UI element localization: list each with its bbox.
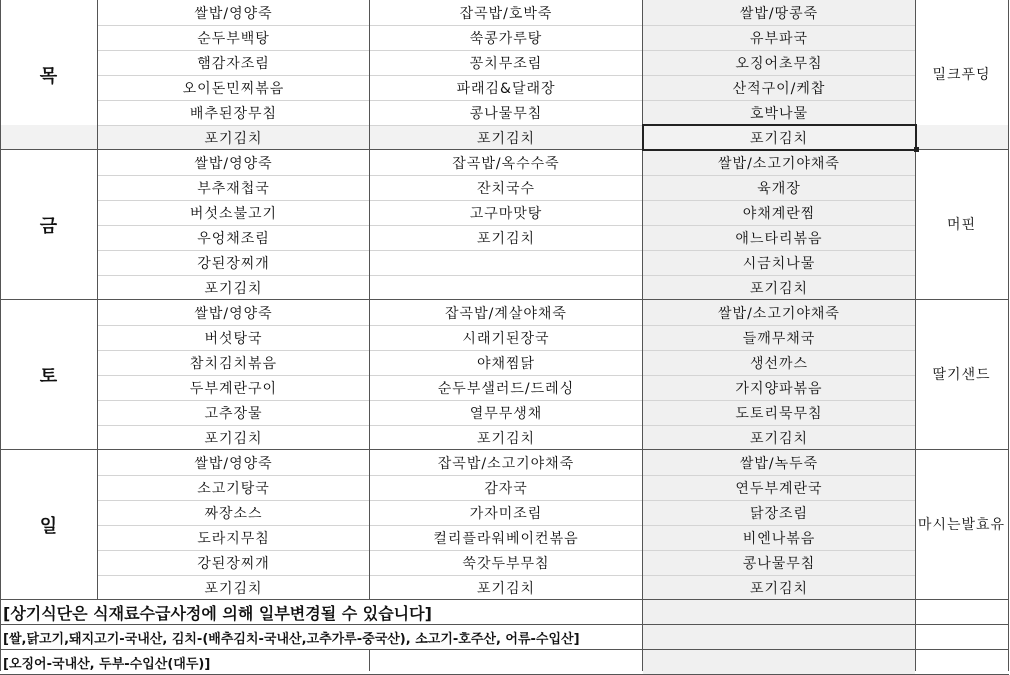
row-divider — [98, 475, 915, 476]
col-line — [0, 0, 1, 671]
col-line — [97, 0, 98, 600]
menu-cell[interactable]: 쌀밥/영양죽 — [194, 455, 273, 472]
menu-cell[interactable]: 포기김치 — [476, 580, 536, 597]
menu-cell[interactable]: 소고기탕국 — [197, 480, 270, 497]
row-divider — [98, 375, 915, 376]
menu-cell[interactable]: 포기김치 — [749, 430, 809, 447]
row-divider — [98, 200, 915, 201]
menu-cell[interactable]: 쌀밥/영양죽 — [194, 305, 273, 322]
menu-cell[interactable]: 순두부샐러드/드레싱 — [437, 380, 575, 397]
row-divider — [98, 175, 915, 176]
menu-cell[interactable]: 도토리묵무침 — [735, 405, 823, 422]
snack-cell: 마시는발효유 — [917, 516, 1006, 533]
menu-cell[interactable]: 호박나물 — [749, 105, 809, 122]
menu-cell[interactable]: 버섯탕국 — [204, 330, 263, 347]
row-divider — [98, 500, 915, 501]
fill-handle[interactable] — [914, 147, 919, 152]
notice-line-1: [쌀,닭고기,돼지고기-국내산, 김치-(배추김치-국내산,고추가루-중국산), 소고기-호주산, 어류-수입산] — [3, 632, 580, 647]
row-divider — [98, 100, 915, 101]
menu-cell[interactable]: 버섯소불고기 — [189, 205, 278, 222]
menu-cell[interactable]: 유부파국 — [749, 30, 809, 47]
menu-cell[interactable]: 고추장물 — [204, 405, 263, 422]
menu-cell[interactable]: 쑥콩가루탕 — [469, 30, 543, 47]
menu-cell[interactable]: 쌀밥/영양죽 — [194, 5, 273, 22]
menu-cell[interactable]: 콩나물무침 — [469, 105, 543, 122]
menu-cell[interactable]: 잡곡밥/계살야채죽 — [445, 305, 567, 322]
menu-cell[interactable]: 야채찜닭 — [476, 355, 536, 372]
menu-cell[interactable]: 두부계란구이 — [189, 380, 278, 397]
row-divider — [98, 325, 915, 326]
menu-cell[interactable]: 우엉채조림 — [197, 230, 270, 247]
menu-cell[interactable]: 쌀밥/녹두죽 — [739, 455, 819, 472]
menu-cell[interactable]: 오징어초무침 — [735, 55, 823, 72]
menu-cell[interactable]: 강된장찌개 — [197, 555, 270, 572]
row-divider — [98, 425, 915, 426]
note-shaded-cell — [643, 600, 915, 625]
col-line — [915, 0, 916, 671]
note-shaded-cell — [643, 650, 915, 675]
menu-cell[interactable] — [370, 275, 642, 300]
menu-cell[interactable]: 연두부계란국 — [735, 480, 823, 497]
menu-cell[interactable]: 잡곡밥/옥수수죽 — [452, 155, 560, 172]
menu-cell[interactable]: 가자미조림 — [469, 505, 543, 522]
menu-cell[interactable]: 육개장 — [757, 180, 801, 197]
row-divider — [98, 400, 915, 401]
menu-cell[interactable]: 잡곡밥/소고기야채죽 — [437, 455, 575, 472]
menu-cell[interactable]: 포기김치 — [749, 580, 809, 597]
menu-cell[interactable]: 포기김치 — [749, 130, 809, 147]
row-divider — [98, 525, 915, 526]
col-line — [1008, 0, 1009, 671]
menu-cell[interactable]: 가지양파볶음 — [735, 380, 823, 397]
menu-cell[interactable]: 들깨무채국 — [742, 330, 816, 347]
day-label-2: 토 — [39, 366, 58, 387]
menu-cell[interactable]: 포기김치 — [204, 280, 263, 297]
menu-cell[interactable]: 오이돈민찌볶음 — [182, 80, 285, 97]
menu-cell[interactable]: 쌀밥/땅콩죽 — [739, 5, 819, 22]
menu-cell[interactable]: 감자국 — [484, 480, 528, 497]
row-divider — [98, 350, 915, 351]
menu-cell[interactable]: 강된장찌개 — [197, 255, 270, 272]
menu-cell[interactable] — [370, 250, 642, 275]
snack-cell: 머핀 — [946, 216, 977, 233]
row-divider — [98, 225, 915, 226]
menu-cell[interactable]: 잔치국수 — [476, 180, 536, 197]
menu-cell[interactable]: 포기김치 — [204, 580, 263, 597]
menu-cell[interactable]: 잡곡밥/호박죽 — [459, 5, 553, 22]
menu-cell[interactable]: 짜장소스 — [204, 505, 263, 522]
row-divider — [98, 575, 915, 576]
menu-cell[interactable]: 포기김치 — [476, 130, 536, 147]
menu-cell[interactable]: 쌀밥/영양죽 — [194, 155, 273, 172]
menu-cell[interactable]: 도라지무침 — [197, 530, 270, 547]
day-label-0: 목 — [39, 66, 58, 87]
menu-cell[interactable]: 열무무생채 — [469, 405, 543, 422]
menu-cell[interactable]: 파래김&달래장 — [456, 80, 556, 97]
menu-cell[interactable]: 비엔나볶음 — [742, 530, 816, 547]
row-divider — [98, 75, 915, 76]
day-label-1: 금 — [39, 216, 58, 237]
menu-cell[interactable]: 야채계란찜 — [742, 205, 816, 222]
menu-cell[interactable]: 닭장조림 — [749, 505, 809, 522]
menu-cell[interactable]: 포기김치 — [749, 280, 809, 297]
day-label-3: 일 — [39, 516, 58, 537]
menu-cell[interactable]: 애느타리볶음 — [735, 230, 823, 247]
menu-cell[interactable]: 시래기된장국 — [462, 330, 550, 347]
menu-cell[interactable]: 배추된장무침 — [189, 105, 278, 122]
menu-cell[interactable]: 생선까스 — [749, 355, 809, 372]
selected-cell-outline[interactable] — [642, 124, 917, 151]
col-line — [369, 650, 370, 671]
menu-cell[interactable]: 참치김치볶음 — [189, 355, 278, 372]
menu-cell[interactable]: 순두부백탕 — [197, 30, 270, 47]
menu-cell[interactable]: 포기김치 — [204, 430, 263, 447]
menu-cell[interactable]: 산적구이/케찹 — [732, 80, 826, 97]
notice-line-0: [상기식단은 식재료수급사정에 의해 일부변경될 수 있습니다] — [3, 604, 432, 623]
menu-cell[interactable]: 포기김치 — [204, 130, 263, 147]
col-line — [642, 0, 643, 671]
menu-cell[interactable]: 꽁치무조림 — [469, 55, 543, 72]
notice-line-2: [오징어-국내산, 두부-수입산(대두)] — [3, 657, 211, 672]
menu-cell[interactable]: 쌀밥/소고기야채죽 — [718, 155, 840, 172]
snack-cell: 밀크푸딩 — [932, 66, 991, 83]
menu-cell[interactable]: 고구마맛탕 — [469, 205, 543, 222]
row-divider — [98, 275, 915, 276]
col-line — [369, 0, 370, 600]
menu-cell[interactable]: 컬리플라워베이컨볶음 — [433, 530, 579, 547]
menu-cell[interactable]: 포기김치 — [476, 230, 536, 247]
note-shaded-cell — [643, 625, 915, 650]
menu-cell[interactable]: 콩나물무침 — [742, 555, 816, 572]
menu-cell[interactable]: 햄감자조림 — [197, 55, 270, 72]
menu-cell[interactable]: 포기김치 — [476, 430, 536, 447]
menu-cell[interactable]: 쑥갓두부무침 — [462, 555, 550, 572]
row-divider — [98, 25, 915, 26]
menu-cell[interactable]: 부추재첩국 — [197, 180, 270, 197]
row-divider — [98, 50, 915, 51]
menu-cell[interactable]: 쌀밥/소고기야채죽 — [718, 305, 840, 322]
row-divider — [98, 250, 915, 251]
row-divider — [98, 550, 915, 551]
snack-cell: 딸기샌드 — [932, 366, 991, 383]
menu-cell[interactable]: 시금치나물 — [742, 255, 816, 272]
